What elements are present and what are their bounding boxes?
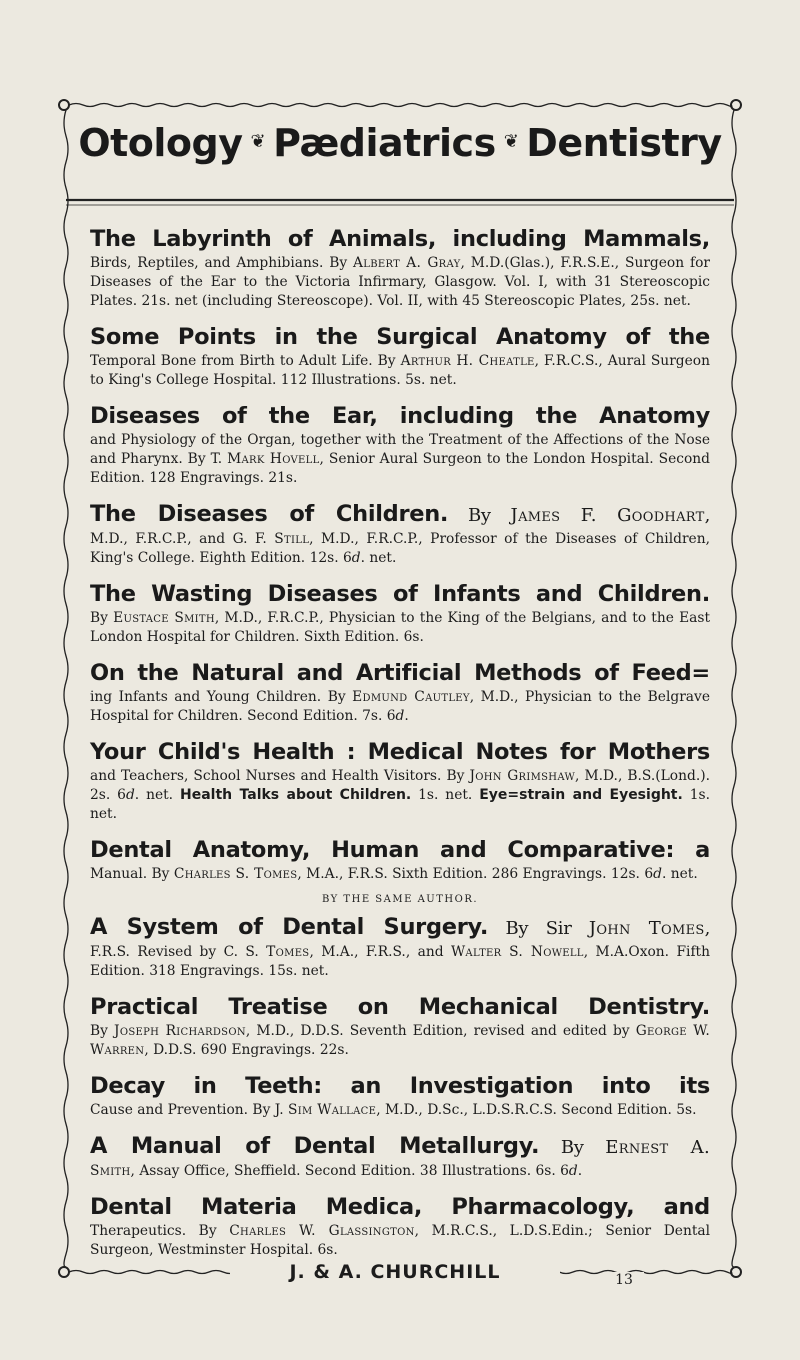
book-list <box>90 225 710 1272</box>
publisher-name: J. & A. CHURCHILL <box>230 1260 560 1284</box>
book-title: Dental Materia Medica, Pharmacology, and <box>90 1194 710 1220</box>
book-title: Diseases of the Ear, including the Anatomy <box>90 403 710 429</box>
author-name: George W. Warren <box>90 1023 711 1058</box>
book-description: Birds, Reptiles, and Amphibians. By Albert A. Gray, M.D.(Glas.), F.R.S.E., Surgeon for Diseases of the Ear to the Victoria Infirmary, Glasgow. Vol. I, with 31 Stereoscopic Plates. 21s. net (including Stereoscope). Vol. II, with 45 Stereoscopic Plates, 25s. net. <box>90 255 710 309</box>
author-name: Mark Hovell <box>227 451 320 467</box>
author-name: Still <box>274 531 310 547</box>
book-title: The Wasting Diseases of Infants and Children. <box>90 581 710 607</box>
book-entry <box>90 1193 710 1260</box>
book-description: Smith, Assay Office, Sheffield. Second Edition. 38 Illustrations. 6s. 6d. <box>90 1163 583 1179</box>
author-name: Charles S. Tomes <box>173 866 298 882</box>
author-name: Eustace Smith <box>113 610 215 626</box>
page-number: 13 <box>604 1272 644 1288</box>
book-entry <box>90 323 710 390</box>
book-entry <box>90 402 710 488</box>
book-entry <box>90 500 710 568</box>
book-entry <box>90 1072 710 1120</box>
book-description: F.R.S. Revised by C. S. Tomes, M.A., F.R.S., and Walter S. Nowell, M.A.Oxon. Fifth Edition. 318 Engravings. 15s. net. <box>90 944 710 979</box>
related-title: Health Talks about Children. <box>179 787 412 803</box>
book-entry <box>90 225 710 311</box>
book-description: By Eustace Smith, M.D., F.R.C.P., Physician to the King of the Belgians, and to the East London Hospital for Children. Sixth Edition. 6s. <box>90 610 710 645</box>
book-description: Temporal Bone from Birth to Adult Life. By Arthur H. Cheatle, F.R.C.S., Aural Surgeon to King's College Hospital. 112 Illustrations. 5s. net. <box>90 353 710 388</box>
author-name: John Tomes <box>588 918 705 939</box>
book-entry <box>90 580 710 647</box>
author-name: Tomes <box>266 944 310 960</box>
book-title: A Manual of Dental Metallurgy. By Ernest A. <box>90 1133 711 1159</box>
author-name: Arthur H. Cheatle <box>400 353 535 369</box>
book-title: Practical Treatise on Mechanical Dentistry. <box>90 994 710 1020</box>
corner-ring-bottom-left <box>59 1267 69 1277</box>
author-name: Charles W. Glassington <box>229 1223 415 1239</box>
book-description: and Teachers, School Nurses and Health Visitors. By John Grimshaw, M.D., B.S.(Lond.). 2s. 6d. net. Health Talks about Children. 1s. net. Eye=strain and Eyesight. 1s. net. <box>90 768 710 822</box>
book-title: A System of Dental Surgery. By Sir John Tomes, <box>90 914 710 940</box>
book-title: On the Natural and Artificial Methods of Feed= <box>90 660 710 686</box>
book-description: Manual. By Charles S. Tomes, M.A., F.R.S. Sixth Edition. 286 Engravings. 12s. 6d. net. <box>90 866 698 882</box>
author-name: John Grimshaw <box>469 768 576 784</box>
book-description: By Joseph Richardson, M.D., D.D.S. Seventh Edition, revised and edited by George W. Warren, D.D.S. 690 Engravings. 22s. <box>90 1023 711 1058</box>
book-entry <box>90 836 710 884</box>
book-description: Cause and Prevention. By J. Sim Wallace, M.D., D.Sc., L.D.S.R.C.S. Second Edition. 5s. <box>90 1102 697 1118</box>
header-paediatrics: Pædiatrics <box>273 121 496 165</box>
left-wavy-rule <box>64 110 68 1267</box>
author-name: Smith <box>90 1163 131 1179</box>
book-description: M.D., F.R.C.P., and G. F. Still, M.D., F.R.C.P., Professor of the Diseases of Children, King's College. Eighth Edition. 12s. 6d. net. <box>90 531 710 566</box>
right-wavy-rule <box>732 110 736 1267</box>
book-title: Decay in Teeth: an Investigation into its <box>90 1073 710 1099</box>
corner-ring-top-right <box>731 100 741 110</box>
author-name: James F. Goodhart <box>510 505 705 526</box>
leaf-ornament-icon: ❦ <box>250 130 266 152</box>
same-author-note: BY THE SAME AUTHOR. <box>321 894 479 905</box>
author-name: Joseph Richardson <box>114 1023 246 1039</box>
book-entry <box>90 1132 710 1181</box>
page-header <box>60 118 740 171</box>
related-title: Eye=strain and Eyesight. <box>479 787 683 803</box>
book-title: The Diseases of Children. By James F. Goodhart, <box>90 501 711 527</box>
book-description: ing Infants and Young Children. By Edmund Cautley, M.D., Physician to the Belgrave Hospital for Children. Second Edition. 7s. 6d. <box>90 689 710 724</box>
book-title: Some Points in the Surgical Anatomy of the <box>90 324 710 350</box>
author-name: Albert A. Gray <box>353 255 461 271</box>
book-entry <box>90 659 710 726</box>
leaf-ornament-icon: ❦ <box>503 130 519 152</box>
author-name: Sim Wallace <box>288 1102 377 1118</box>
corner-ring-top-left <box>59 100 69 110</box>
book-description: Therapeutics. By Charles W. Glassington, M.R.C.S., L.D.S.Edin.; Senior Dental Surgeon, Westminster Hospital. 6s. <box>90 1223 711 1258</box>
top-wavy-rule <box>69 104 732 107</box>
book-description: and Physiology of the Organ, together with the Treatment of the Affections of the Nose and Pharynx. By T. Mark Hovell, Senior Aural Surgeon to the London Hospital. Second Edition. 128 Engravings. 21s. <box>90 432 710 486</box>
author-name: Edmund Cautley <box>352 689 470 705</box>
book-title: Your Child's Health : Medical Notes for Mothers <box>90 739 710 765</box>
header-otology: Otology <box>78 121 243 165</box>
header-dentistry: Dentistry <box>526 121 722 165</box>
book-title: The Labyrinth of Animals, including Mammals, <box>90 226 710 252</box>
book-title: Dental Anatomy, Human and Comparative: a <box>90 837 710 863</box>
book-entry <box>90 993 710 1060</box>
corner-ring-bottom-right <box>731 1267 741 1277</box>
book-entry <box>90 913 710 981</box>
author-name: Walter S. Nowell <box>450 944 584 960</box>
author-name: Ernest A. <box>605 1137 711 1158</box>
book-entry <box>90 738 710 824</box>
